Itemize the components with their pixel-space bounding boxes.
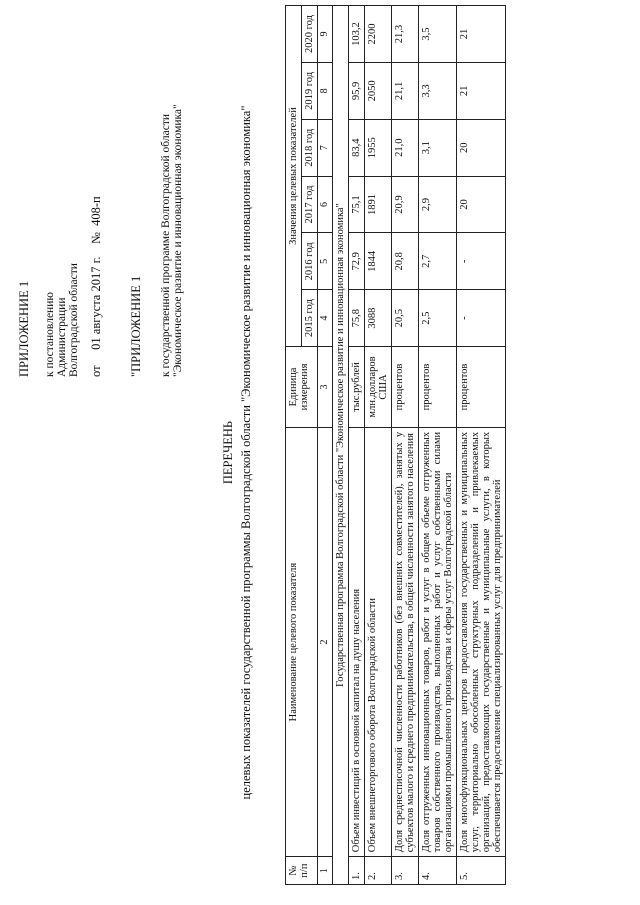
program-reference-line1: к государственной программе Волгоградской области (160, 114, 172, 377)
column-number: 8 (318, 63, 333, 120)
column-number: 7 (318, 119, 333, 176)
column-number: 4 (318, 290, 333, 347)
section-title: Государственная программа Волгоградской области "Экономическое развитие и инновационная экономика" (333, 6, 349, 885)
table-row (457, 6, 506, 885)
indicator-value: 75,1 (349, 176, 365, 233)
table-row (392, 6, 419, 885)
indicator-value: 83,4 (349, 119, 365, 176)
resolution-date-line (90, 196, 103, 377)
indicator-value: 21,0 (392, 119, 419, 176)
row-number: 4. (419, 857, 457, 885)
indicator-value: - (457, 233, 506, 290)
indicator-value: 103,2 (349, 6, 365, 63)
header-values: Значения целевых показателей (286, 6, 302, 347)
indicator-value: 72,9 (349, 233, 365, 290)
indicator-value: - (457, 290, 506, 347)
header-number: № п/п (286, 857, 318, 885)
column-number: 6 (318, 176, 333, 233)
header-year: 2019 год (302, 63, 318, 120)
indicator-unit: тыс.рублей (349, 347, 365, 428)
indicator-value: 21,3 (392, 6, 419, 63)
indicator-value: 95,9 (349, 63, 365, 120)
indicator-value: 2,7 (419, 233, 457, 290)
header-year: 2020 год (302, 6, 318, 63)
table-row (419, 6, 457, 885)
indicator-unit: процентов (419, 347, 457, 428)
header-year: 2015 год (302, 290, 318, 347)
indicator-value: 2,5 (419, 290, 457, 347)
indicator-value: 20,9 (392, 176, 419, 233)
indicator-value: 2050 (365, 63, 392, 120)
document-title: ПЕРЕЧЕНЬ (221, 420, 235, 485)
indicator-value: 75,8 (349, 290, 365, 347)
number-sign: № (89, 232, 103, 245)
table-row (365, 6, 392, 885)
indicator-unit: млн.долларов США (365, 347, 392, 428)
indicator-unit: процентов (392, 347, 419, 428)
resolution-date: 01 августа 2017 г. (89, 256, 103, 350)
indicator-value: 1844 (365, 233, 392, 290)
region-line: Волгоградской области (68, 263, 80, 377)
header-unit: Единица измерения (286, 347, 318, 428)
indicator-unit: процентов (457, 347, 506, 428)
indicator-value: 2,9 (419, 176, 457, 233)
indicators-table (285, 5, 506, 885)
indicator-value: 20 (457, 176, 506, 233)
indicator-value: 1891 (365, 176, 392, 233)
indicator-value: 20,8 (392, 233, 419, 290)
indicator-value: 3,5 (419, 6, 457, 63)
indicator-value: 21 (457, 63, 506, 120)
row-number: 1. (349, 857, 365, 885)
indicator-value: 2200 (365, 6, 392, 63)
column-number: 2 (318, 427, 333, 856)
resolution-line: к постановлению (44, 292, 56, 377)
header-year: 2018 год (302, 119, 318, 176)
administration-line: Администрации (56, 297, 68, 377)
indicator-value: 21 (457, 6, 506, 63)
indicator-value: 3088 (365, 290, 392, 347)
header-year: 2016 год (302, 233, 318, 290)
indicator-value: 21,1 (392, 63, 419, 120)
column-number: 1 (318, 857, 333, 885)
table-row (349, 6, 365, 885)
header-indicator-name: Наименование целевого показателя (286, 427, 318, 856)
indicator-value: 20,5 (392, 290, 419, 347)
indicator-name: Объем внешнеторгового оборота Волгоградской области (365, 427, 392, 856)
column-number: 5 (318, 233, 333, 290)
indicator-value: 1955 (365, 119, 392, 176)
from-label: от (89, 365, 103, 377)
program-reference-line2: "Экономическое развитие и инновационная экономика" (172, 104, 184, 377)
indicator-name: Доля среднесписочной численности работников (без внешних совместителей), занятых у субъектов малого и среднего предпринимательства, в общей численности занятого населения (392, 427, 419, 856)
indicator-name: Доля многофункциональных центров предоставления государственных и муниципальных услуг, территориально обособленных структурных подразделений и привлекаемых организаций, предоставляющих государственные и муниципальные услуги, в которых обеспечивается предоставление специализированных услуг для предпринимателей (457, 427, 506, 856)
header-year: 2017 год (302, 176, 318, 233)
resolution-number: 408-п (89, 196, 103, 226)
quoted-appendix-label: "ПРИЛОЖЕНИЕ 1 (129, 275, 143, 377)
row-number: 3. (392, 857, 419, 885)
row-number: 2. (365, 857, 392, 885)
indicator-name: Доля отгруженных инновационных товаров, работ и услуг в общем объеме отгруженных товаров собственного производства, выполненных работ и услуг собственными силами организациями промышленного производства и сферы услуг Волгоградской области (419, 427, 457, 856)
indicator-value: 20 (457, 119, 506, 176)
column-number: 9 (318, 6, 333, 63)
indicator-name: Объем инвестиций в основной капитал на душу населения (349, 427, 365, 856)
appendix-label: ПРИЛОЖЕНИЕ 1 (17, 280, 31, 377)
indicator-value: 3,3 (419, 63, 457, 120)
document-subtitle: целевых показателей государственной программы Волгоградской области "Экономическое развитие и инновационная экономика" (239, 105, 253, 800)
column-number: 3 (318, 347, 333, 428)
row-number: 5. (457, 857, 506, 885)
indicator-value: 3,1 (419, 119, 457, 176)
